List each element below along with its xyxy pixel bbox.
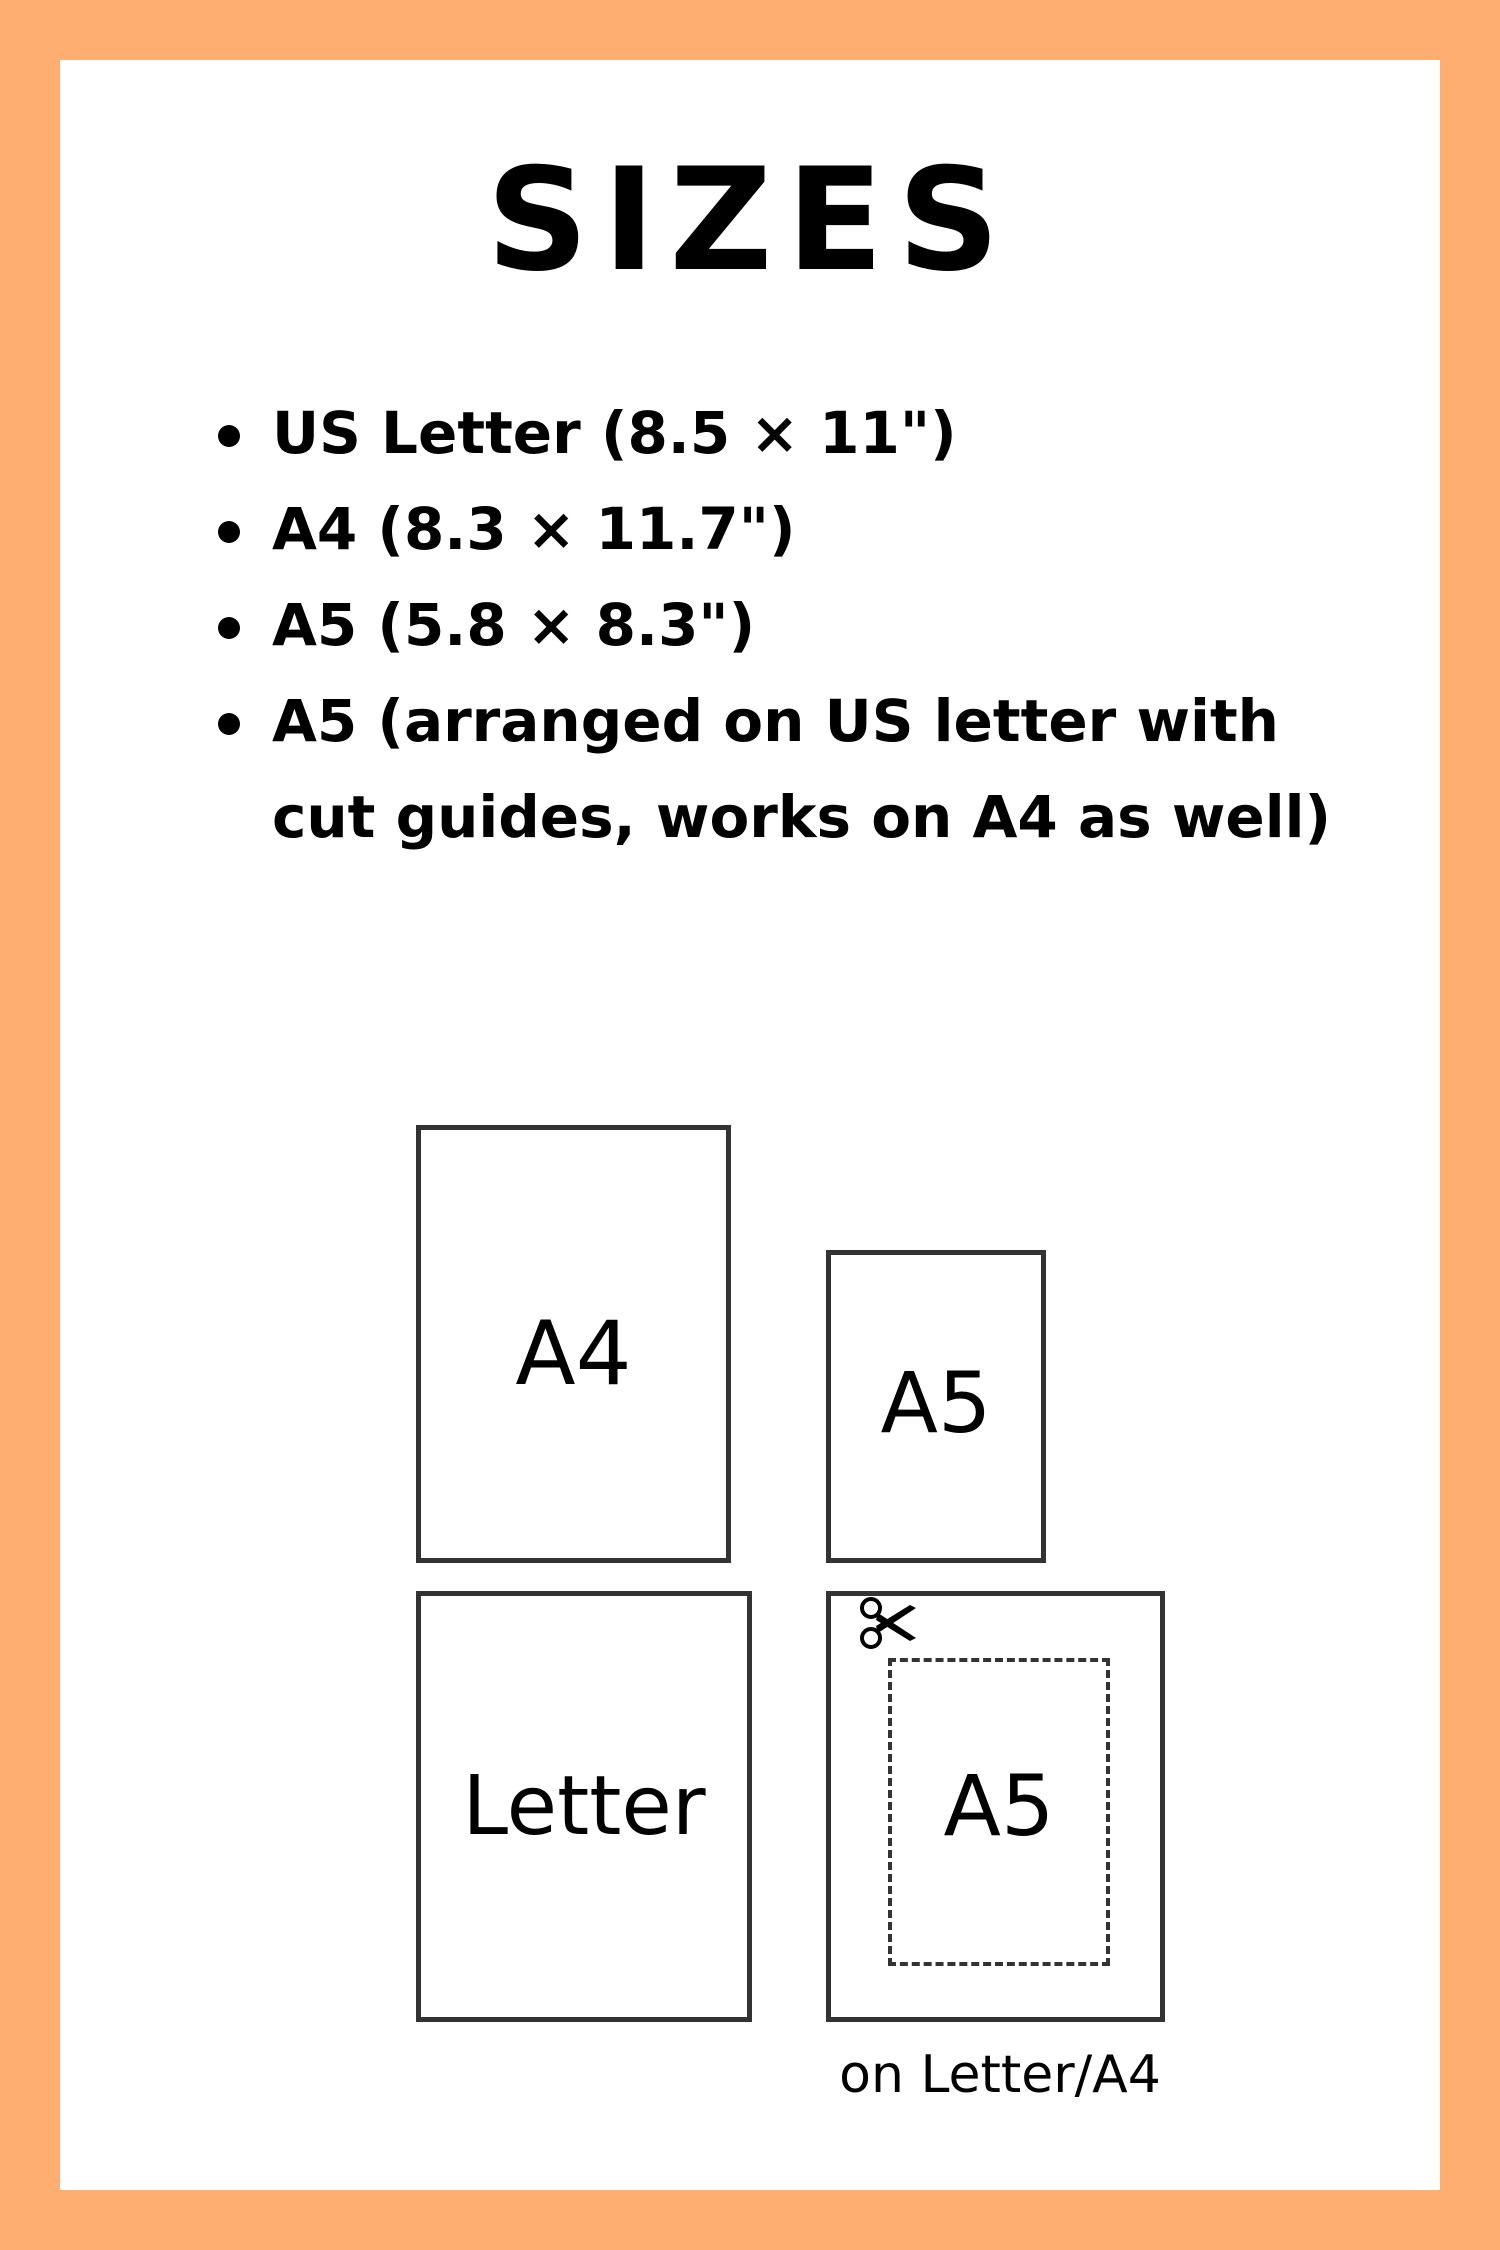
- a5-label: A5: [880, 1354, 992, 1452]
- a5-paper-box: [826, 1250, 1046, 1563]
- a4-paper-box: [416, 1125, 731, 1563]
- bullet-icon: [218, 425, 240, 447]
- bullet-icon: [218, 617, 240, 639]
- list-item: [210, 577, 1340, 673]
- a4-label: A4: [515, 1302, 632, 1405]
- diagram-caption: on Letter/A4: [839, 2045, 1161, 2105]
- letter-paper-box: [416, 1591, 752, 2022]
- bullet-icon: [218, 713, 240, 735]
- bullet-icon: [218, 521, 240, 543]
- size-a4: A4 (8.3 × 11.7"): [272, 495, 796, 563]
- a5-cut-label: A5: [943, 1757, 1055, 1855]
- list-item: [210, 481, 1340, 577]
- a5-on-letter-box: [826, 1591, 1165, 2022]
- size-a5: A5 (5.8 × 8.3"): [272, 591, 756, 659]
- size-a5-on-letter: A5 (arranged on US letter with cut guides, works on A4 as well): [272, 687, 1332, 851]
- scissors-icon: [858, 1594, 920, 1652]
- size-list: [210, 385, 1340, 865]
- list-item: [210, 673, 1340, 865]
- size-us-letter: US Letter (8.5 × 11"): [272, 399, 957, 467]
- letter-label: Letter: [462, 1759, 706, 1854]
- page-title: SIZES: [486, 138, 1014, 303]
- list-item: [210, 385, 1340, 481]
